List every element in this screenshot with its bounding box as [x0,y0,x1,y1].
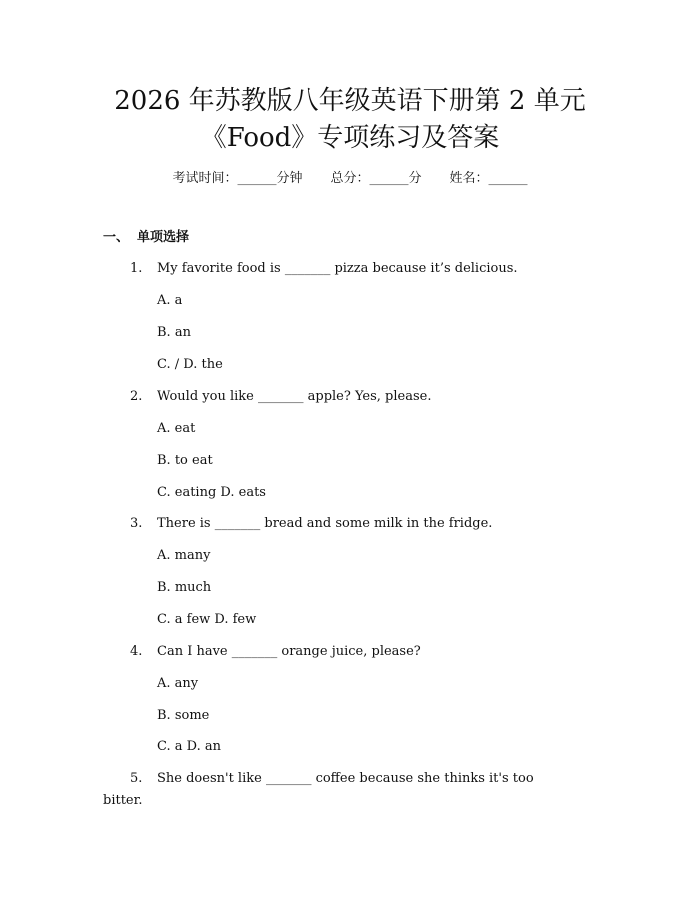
question-1-option-b: B. an [157,325,191,340]
exam-meta [0,170,700,188]
score-unit: 分 [408,171,422,186]
section-title: 单项选择 [137,230,190,245]
question-3-option-cd: C. a few D. few [157,612,257,627]
question-number: 2. [130,389,143,404]
question-text: She doesn't like _______ coffee because she thinks it's too [157,771,534,786]
question-3-option-a: A. many [157,548,211,563]
question-4-option-b: B. some [157,708,210,723]
document-title-line1: 2026 年苏教版八年级英语下册第 2 单元 [114,86,586,116]
section-heading [103,229,189,247]
section-number: 一、 [103,230,130,245]
question-4 [130,643,421,661]
question-2-option-a: A. eat [157,421,196,436]
document-title-line2: 《Food》专项练习及答案 [200,123,500,153]
question-text: My favorite food is _______ pizza because it’s delicious. [157,261,518,276]
score-blank: ______ [369,171,409,186]
time-label: 考试时间： [172,171,238,186]
question-3-option-b: B. much [157,580,212,595]
question-4-option-cd: C. a D. an [157,739,221,754]
time-blank: ______ [237,171,277,186]
question-1-option-cd: C. / D. the [157,357,223,372]
question-4-option-a: A. any [157,676,199,691]
question-2-option-b: B. to eat [157,453,213,468]
question-5 [130,770,534,788]
question-number: 5. [130,771,143,786]
question-number: 3. [130,516,143,531]
name-label: 姓名： [449,171,489,186]
question-text: Would you like _______ apple? Yes, please. [157,389,432,404]
question-number: 4. [130,644,143,659]
question-2-option-cd: C. eating D. eats [157,485,266,500]
question-text: There is _______ bread and some milk in the fridge. [157,516,493,531]
name-blank: ______ [488,171,528,186]
question-text: Can I have _______ orange juice, please? [157,644,421,659]
score-label: 总分： [330,171,370,186]
time-unit: 分钟 [276,171,303,186]
question-number: 1. [130,261,143,276]
question-5-continuation: bitter. [103,793,143,808]
question-3 [130,515,492,533]
question-2 [130,388,431,406]
question-1 [130,260,518,278]
question-1-option-a: A. a [157,293,183,308]
